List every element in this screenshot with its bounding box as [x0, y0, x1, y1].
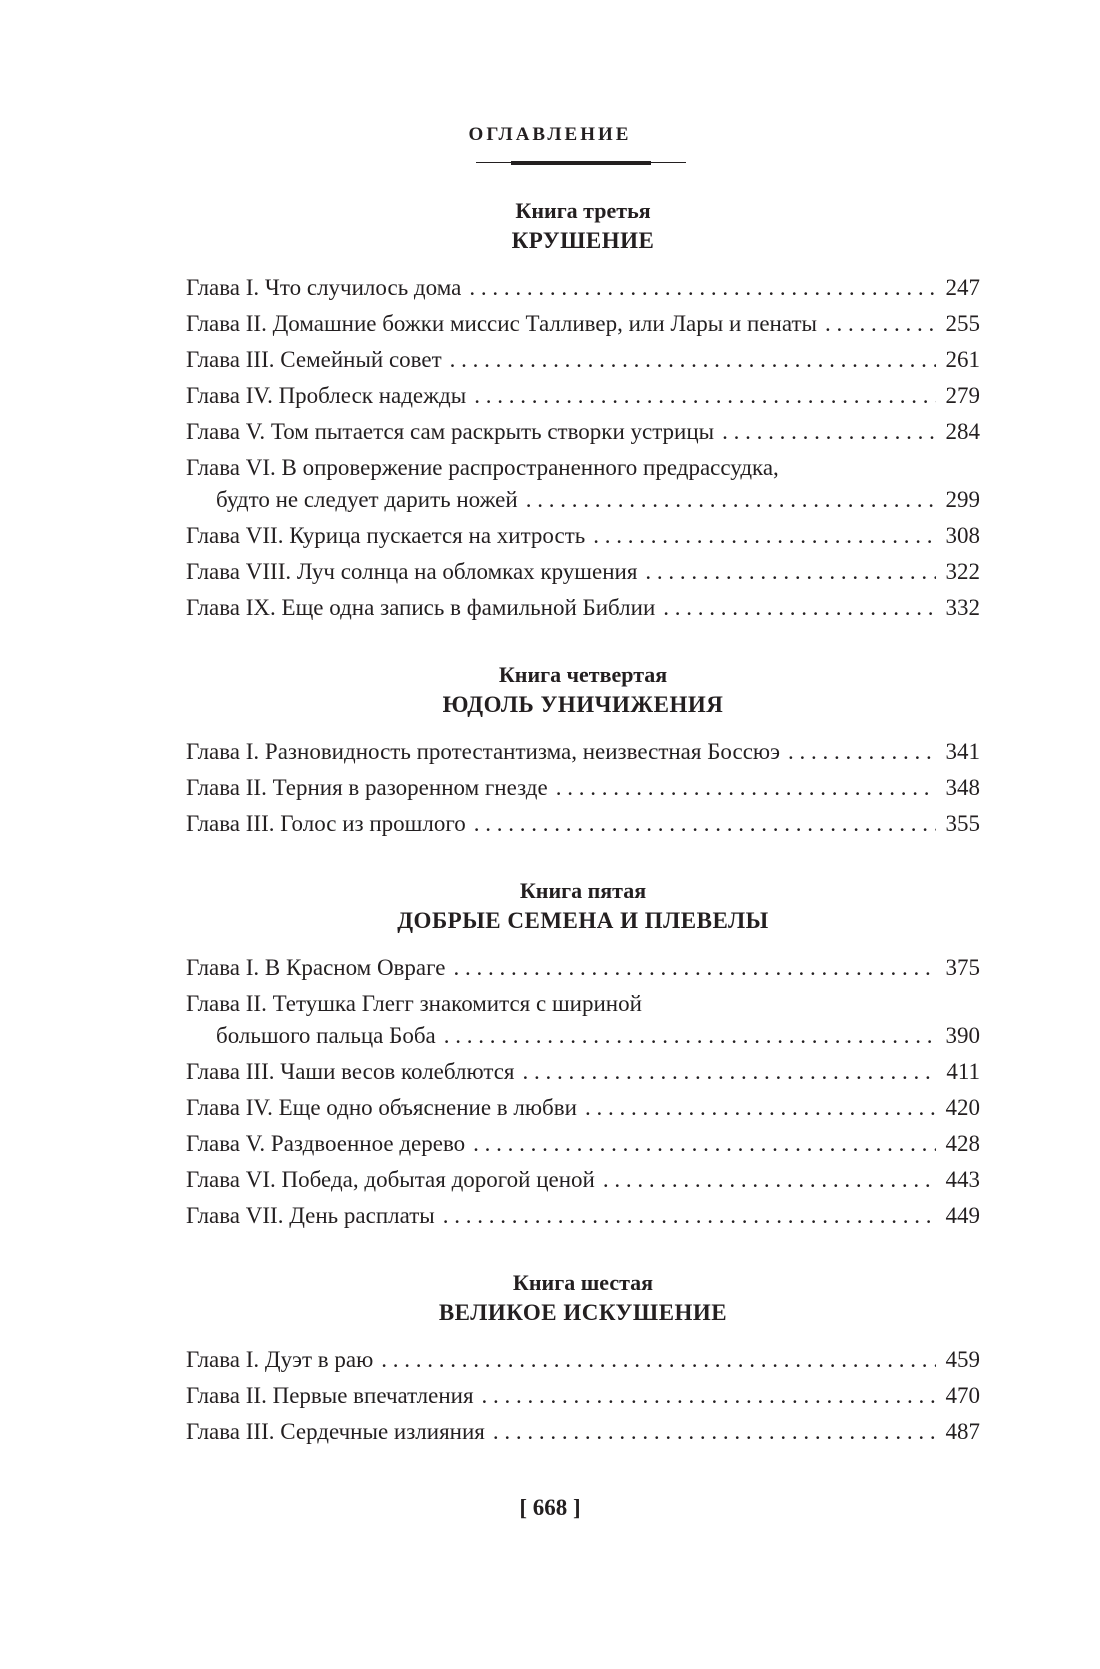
toc-entry[interactable]: [186, 1344, 980, 1376]
dot-leader: [556, 772, 936, 804]
toc-entry[interactable]: [186, 1380, 980, 1412]
toc-entry[interactable]: [186, 452, 980, 516]
toc-entry[interactable]: [186, 556, 980, 588]
page-ref: 341: [945, 739, 980, 764]
table-of-contents: [186, 196, 980, 1484]
dot-leader: [469, 272, 936, 304]
page-ref: 390: [945, 1023, 980, 1048]
book-title: КРУШЕНИЕ: [511, 228, 655, 253]
book-label: Книга шестая: [512, 1270, 654, 1295]
page-ref: 470: [945, 1383, 980, 1408]
chapter-title: Глава VI. В опровержение распространенного предрассудка,: [186, 455, 779, 480]
dot-leader: [825, 308, 936, 340]
chapter-title: Глава II. Тетушка Глегг знакомится с шириной: [186, 991, 642, 1016]
toc-entry[interactable]: [186, 1056, 980, 1088]
page-ref: 308: [945, 523, 980, 548]
toc-entry[interactable]: [186, 736, 980, 768]
toc-entry[interactable]: [186, 520, 980, 552]
page-ref: 247: [945, 275, 980, 300]
page-ref: 375: [945, 955, 980, 980]
dot-leader: [788, 736, 936, 768]
toc-entry[interactable]: [186, 1164, 980, 1196]
dot-leader: [443, 1200, 936, 1232]
dot-leader: [603, 1164, 936, 1196]
chapter-title: будто не следует дарить ножей: [216, 487, 518, 512]
toc-entry[interactable]: [186, 808, 980, 840]
dot-leader: [482, 1380, 936, 1412]
page-ref: 428: [945, 1131, 980, 1156]
book-section: [186, 196, 980, 624]
dot-leader: [722, 416, 936, 448]
title-rule-accent: [511, 161, 651, 165]
page-ref: 420: [945, 1095, 980, 1120]
chapter-title: Глава I. Дуэт в раю: [186, 1347, 374, 1372]
page-ref: 255: [945, 311, 980, 336]
dot-leader: [381, 1344, 936, 1376]
toc-entry[interactable]: [186, 1416, 980, 1448]
page-ref: 322: [945, 559, 980, 584]
dot-leader: [645, 556, 936, 588]
chapter-title: Глава I. Разновидность протестантизма, неизвестная Боссюэ: [186, 739, 780, 764]
page-ref: 279: [945, 383, 980, 408]
toc-entry[interactable]: [186, 344, 980, 376]
dot-leader: [663, 592, 936, 624]
toc-entry[interactable]: [186, 416, 980, 448]
toc-entry[interactable]: [186, 988, 980, 1052]
book-label: Книга пятая: [519, 878, 647, 903]
chapter-title: большого пальца Боба: [216, 1023, 436, 1048]
toc-entry[interactable]: [186, 1092, 980, 1124]
chapter-title: Глава II. Первые впечатления: [186, 1383, 474, 1408]
book-title: ДОБРЫЕ СЕМЕНА И ПЛЕВЕЛЫ: [397, 908, 769, 933]
toc-entry[interactable]: [186, 380, 980, 412]
chapter-title: Глава II. Домашние божки миссис Талливер, или Лары и пенаты: [186, 311, 817, 336]
chapter-title: Глава I. В Красном Овраге: [186, 955, 446, 980]
page-ref: 487: [945, 1419, 980, 1444]
page-ref: 449: [945, 1203, 980, 1228]
chapter-title: Глава VIII. Луч солнца на обломках крушения: [186, 559, 638, 584]
chapter-title: Глава V. Том пытается сам раскрыть створки устрицы: [186, 419, 715, 444]
chapter-title: Глава V. Раздвоенное дерево: [186, 1131, 466, 1156]
chapter-title: Глава IV. Проблеск надежды: [186, 383, 467, 408]
dot-leader: [523, 1056, 937, 1088]
page-ref: 348: [945, 775, 980, 800]
toc-entry[interactable]: [186, 1200, 980, 1232]
book-section: [186, 660, 980, 840]
chapter-title: Глава II. Терния в разоренном гнезде: [186, 775, 548, 800]
chapter-title: Глава VII. День расплаты: [186, 1203, 435, 1228]
dot-leader: [593, 520, 936, 552]
page-ref: 443: [945, 1167, 980, 1192]
chapter-title: Глава III. Голос из прошлого: [186, 811, 466, 836]
dot-leader: [474, 380, 936, 412]
dot-leader: [585, 1092, 936, 1124]
chapter-title: Глава VII. Курица пускается на хитрость: [186, 523, 586, 548]
chapter-title: Глава VI. Победа, добытая дорогой ценой: [186, 1167, 595, 1192]
book-title: ВЕЛИКОЕ ИСКУШЕНИЕ: [438, 1300, 728, 1325]
toc-entry[interactable]: [186, 308, 980, 340]
book-label: Книга четвертая: [498, 662, 668, 687]
toc-entry[interactable]: [186, 272, 980, 304]
chapter-title: Глава I. Что случилось дома: [186, 275, 462, 300]
dot-leader: [450, 344, 936, 376]
toc-entry[interactable]: [186, 772, 980, 804]
dot-leader: [444, 1020, 936, 1052]
toc-entry[interactable]: [186, 592, 980, 624]
chapter-title: Глава III. Семейный совет: [186, 347, 442, 372]
page-ref: 261: [945, 347, 980, 372]
chapter-title: Глава IV. Еще одно объяснение в любви: [186, 1095, 577, 1120]
toc-entry[interactable]: [186, 952, 980, 984]
chapter-title: Глава III. Чаши весов колеблются: [186, 1059, 515, 1084]
dot-leader: [453, 952, 936, 984]
page-ref: 355: [945, 811, 980, 836]
dot-leader: [474, 808, 936, 840]
dot-leader: [473, 1128, 936, 1160]
page-number: [ 668 ]: [519, 1495, 581, 1520]
chapter-title: Глава IX. Еще одна запись в фамильной Библии: [186, 595, 656, 620]
book-section: [186, 1268, 980, 1448]
dot-leader: [526, 484, 936, 516]
book-title: ЮДОЛЬ УНИЧИЖЕНИЯ: [442, 692, 724, 717]
page-ref: 332: [945, 595, 980, 620]
chapter-title: Глава III. Сердечные излияния: [186, 1419, 485, 1444]
page-ref: 284: [945, 419, 980, 444]
toc-entry[interactable]: [186, 1128, 980, 1160]
book-label: Книга третья: [515, 198, 651, 223]
dot-leader: [493, 1416, 936, 1448]
book-section: [186, 876, 980, 1232]
page-ref: 411: [946, 1059, 980, 1084]
page-ref: 459: [945, 1347, 980, 1372]
page-ref: 299: [945, 487, 980, 512]
running-title: ОГЛАВЛЕНИЕ: [468, 124, 632, 145]
